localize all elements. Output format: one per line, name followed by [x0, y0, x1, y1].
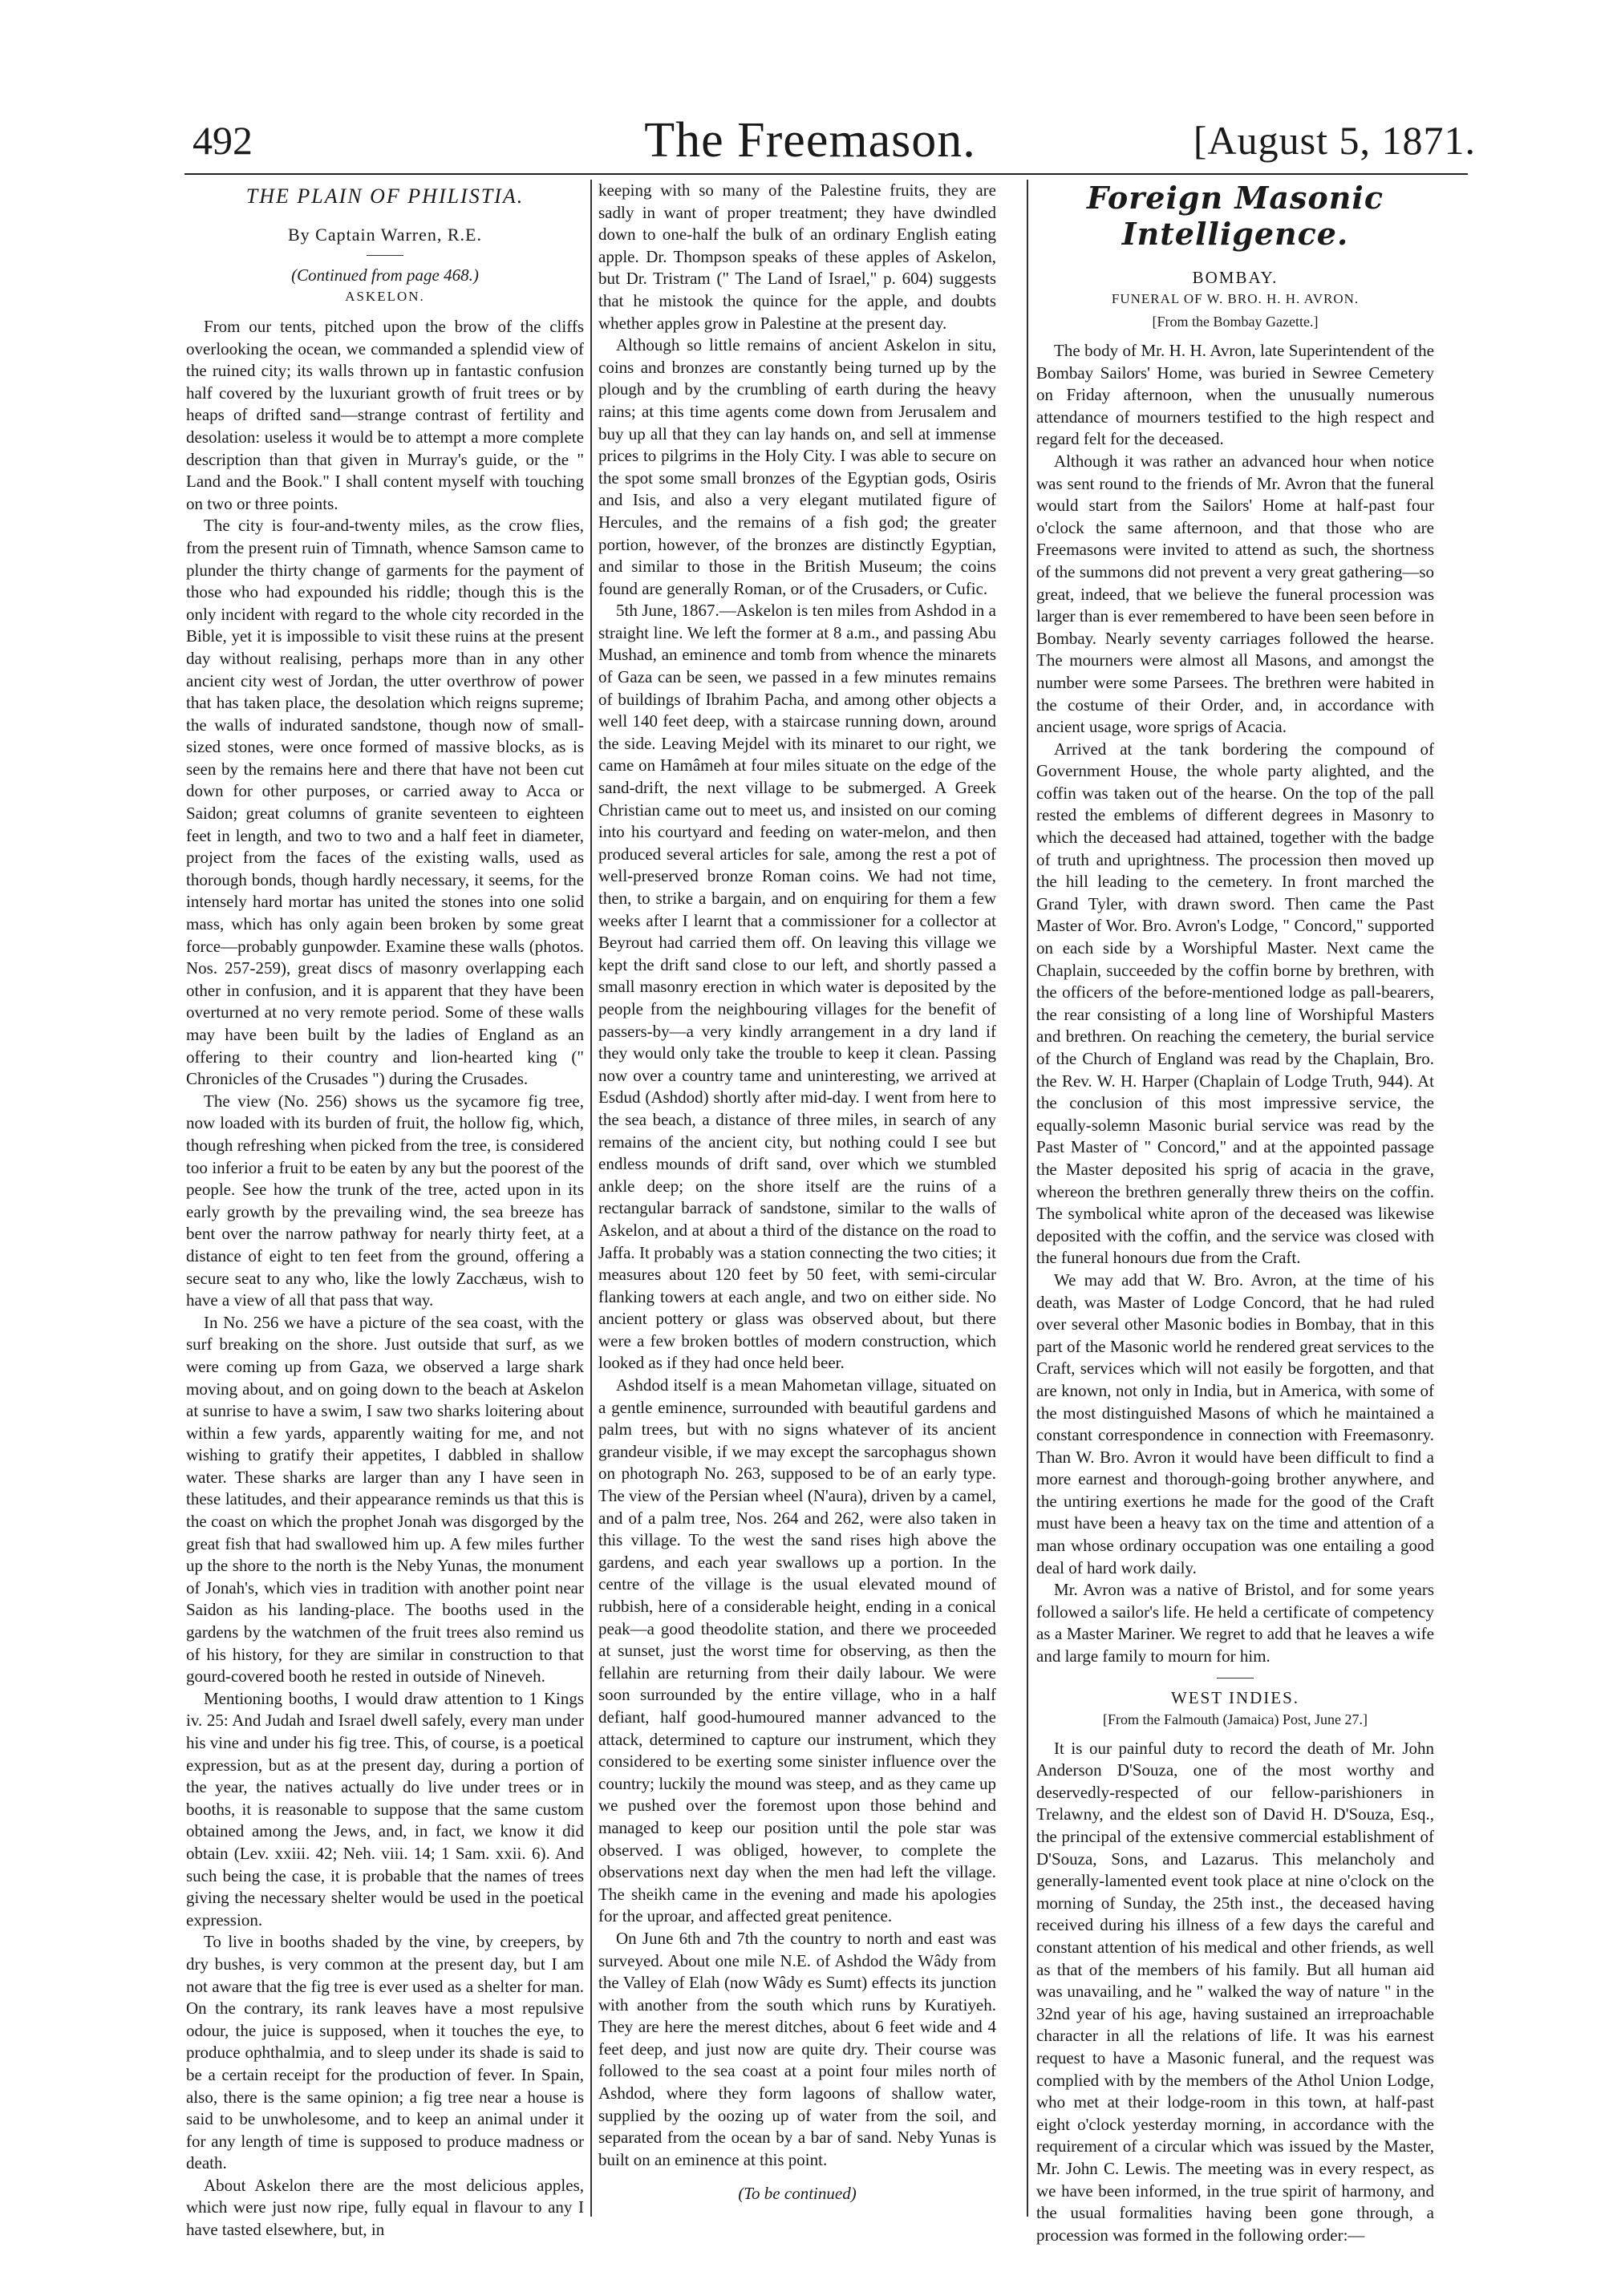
paragraph: Mentioning booths, I would draw attention to 1 Kings iv. 25: And Judah and Israel dwell safely, every man under his vine and under his fig tree. This, of course, is a poetical expression, but as at the present day, during a portion of the year, the natives actually do live under trees or in booths, it is reasonable to suppose that the same custom obtained among the Jews, and, in fact, we know it did obtain (Lev. xxiii. 42; Neh. viii. 14; 1 Sam. xxii. 6). And such being the case, it is probable that the names of trees giving the necessary shelter would be used in the poetical expression.	[186, 1688, 584, 1930]
column-divider	[1027, 180, 1028, 2217]
masthead-rule	[184, 173, 1468, 175]
masthead	[144, 112, 1476, 176]
issue-date: [August 5, 1871.	[1193, 118, 1476, 163]
paragraph: Ashdod itself is a mean Mahometan village, situated on a gentle eminence, surrounded with beautiful gardens and palm trees, but with no signs whatever of its ancient grandeur visible, if we may except the sarcophagus shown on photograph No. 263, supposed to be of an early type. The view of the Persian wheel (N'aura), driven by a camel, and of a palm tree, Nos. 264 and 262, were also taken in this village. To the west the sand rises high above the gardens, and each year swallows up a portion. In the centre of the village is the usual elevated mound of rubbish, here of a considerable height, ending in a conical peak—a good theodolite station, and there we proceeded at sunset, just the worst time for observing, as then the fellahin are returning from their daily labour. We were soon surrounded by the entire village, who in a half defiant, half good-humoured manner advanced to the attack, determined to capture our instrument, which they considered to be exerting some sinister influence over the country; luckily the mound was steep, and as they came up we pushed over the foremost upon those behind and managed to keep our position until the pole star was observed. I was obliged, however, to complete the observations next day when the men had left the village. The sheikh came in the evening and made his apologies for the uproar, and affected great penitence.	[598, 1375, 996, 1926]
paragraph: Although it was rather an advanced hour when notice was sent round to the friends of Mr. Avron that the funeral would start from the Sailors' Home at half-past four o'clock the same afternoon, and that those who are Freemasons were invited to attend as such, the shortness of the summons did not prevent a very great gathering—so great, indeed, that we believe the funeral procession was larger than is ever remembered to have been seen before in Bombay. Nearly seventy carriages followed the hearse. The mourners were almost all Masons, and amongst the number were some Parsees. The brethren were habited in the costume of their Order, and, in accordance with ancient usage, wore sprigs of Acacia.	[1036, 451, 1434, 737]
west-indies-title: WEST INDIES.	[1170, 1687, 1300, 1707]
paragraph: Although so little remains of ancient Askelon in situ, coins and bronzes are constantly being turned up by the plough and by the crumbling of earth during the heavy rains; at this time agents come down from Jerusalem and buy up all that they can lay hands on, and sell at immense prices to pilgrims in the Holy City. I was able to secure on the spot some small bronzes of the Egyptian gods, Osiris and Isis, and also a very elegant mutilated figure of Hercules, and the remains of a fish god; the greater portion, however, of the bronzes are distinctly Egyptian, and similar to those in the British Museum; the coins found are generally Roman, or of the Crusaders, or Cufic.	[598, 335, 996, 598]
divider	[367, 255, 403, 256]
bombay-title: BOMBAY.	[1192, 268, 1279, 287]
column-2	[598, 180, 996, 2204]
west-indies-source: [From the Falmouth (Jamaica) Post, June 27.]	[1103, 1711, 1368, 1727]
paragraph: The body of Mr. H. H. Avron, late Superintendent of the Bombay Sailors' Home, was buried in Sewree Cemetery on Friday afternoon, when the unusually numerous attendance of mourners testified to the high respect and regard felt for the deceased.	[1036, 341, 1434, 449]
paragraph: The city is four-and-twenty miles, as the crow flies, from the present ruin of Timnath, whence Samson came to plunder the thirty change of garments for the payment of those who had expounded his riddle; though this is the only incident with regard to the whole city recorded in the Bible, yet it is impossible to visit these ruins at the present day without realising, perhaps more than in any other ancient city west of Jordan, the utter overthrow of power that has taken place, the desolation which reigns supreme; the walls of indurated sandstone, though now of small-sized stones, were once formed of massive blocks, as is seen by the remains here and there that have not been cut down for other purposes, or carried away to Acca or Saidon; great columns of granite seventeen to eighteen feet in length, and two to two and a half feet in diameter, project from the faces of the existing walls, used as thorough bonds, though hardly necessary, it seems, for the intensely hard mortar has united the stones into one solid mass, which has only again been broken by some great force—probably gunpowder. Examine these walls (photos. Nos. 257-259), great discs of masonry overlapping each other in confusion, and it is apparent that they have been overturned at no very remote period. Some of these walls may have been built by the ladies of England as an offering to their country and lion-hearted king (" Chronicles of the Crusades ") during the Crusades.	[186, 516, 584, 1089]
column-1	[186, 180, 584, 2241]
paragraph: In No. 256 we have a picture of the sea coast, with the surf breaking on the shore. Just outside that surf, as we were coming up from Gaza, we observed a large shark moving about, and on going down to the beach at Askelon at sunrise to have a swim, I saw two sharks loitering about within a few yards, apparently waiting for me, and not wishing to gratify their appetites, I dabbled in shallow water. These sharks are larger than any I have seen in these latitudes, and their appearance reminds us that this is the coast on which the prophet Jonah was disgorged by the great fish that had swallowed him up. A few miles further up the shore to the north is the Neby Yunas, the monument of Jonah's, which vies in tradition with another point near Saidon as his landing-place. The booths used in the gardens by the watchmen of the fruit trees also remind us of his history, for they are similar in construction to that gourd-covered booth he rested in outside of Nineveh.	[186, 1312, 584, 1687]
column-3	[1036, 180, 1434, 2246]
article-subtitle: ASKELON.	[345, 289, 425, 304]
paragraph: 5th June, 1867.—Askelon is ten miles from Ashdod in a straight line. We left the former at 8 a.m., and passing Abu Mushad, an eminence and tomb from whence the minarets of Gaza can be seen, we passed in a few minutes remains of buildings of Ibrahim Pacha, and among other objects a well 140 feet deep, with a staircase running down, around the side. Leaving Mejdel with its minaret to our right, we came on Hamâmeh at four miles situate on the edge of the sand-drift, the next village to be submerged. A Greek Christian came out to meet us, and insisted on our coming into his courtyard and feeding on water-melon, and then produced several articles for sale, among the rest a pot of well-preserved bronze Roman coins. We had not time, then, to strike a bargain, and on enquiring for them a few weeks after I learnt that a commissioner for a collector at Beyrout had carried them off. On leaving this village we kept the drift sand close to our left, and shortly passed a small masonry erection in which water is deposited by the people from the neighbouring villages for the benefit of passers-by—a very kindly arrangement in a dry land if they would only take the trouble to keep it clean. Passing now over a country tame and uninteresting, we arrived at Esdud (Ashdod) shortly after mid-day. I went from here to the sea beach, a distance of three miles, in search of any remains of the ancient city, but nothing could I see but endless mounds of drift sand, over which we stumbled ankle deep; on the shore itself are the ruins of a rectangular barrack of sandstone, similar to the walls of Askelon, and at about a third of the distance on the road to Jaffa. It probably was a station connecting the two cities; it measures about 120 feet by 50 feet, with semi-circular flanking towers at each angle, and two on either side. No ancient pottery or glass was observed about, but there were a few broken bottles of modern construction, which looked as if they had once held beer.	[598, 601, 996, 1373]
paragraph: Arrived at the tank bordering the compound of Government House, the whole party alighted, and the coffin was taken out of the hearse. On the top of the pall rested the emblems of different degrees in Masonry to which the deceased had attained, together with the badge of truth and uprightness. The procession then moved up the hill leading to the cemetery. In front marched the Grand Tyler, with drawn sword. Then came the Past Master of Wor. Bro. Avron's Lodge, " Concord," supported on each side by a Worshipful Master. Next came the Chaplain, succeeded by the coffin borne by brethren, with the officers of the before-mentioned lodge as pall-bearers, the rear consisting of a long line of Worshipful Masters and brethren. On reaching the cemetery, the burial service of the Church of England was read by the Chaplain, Bro. the Rev. W. H. Harper (Chaplain of Lodge Truth, 944). At the conclusion of this most impressive service, the equally-solemn Masonic burial service was read by the Past Master of " Concord," and at the appointed passage the Master deposited his sprig of acacia in the grave, whereon the brethren generally threw theirs on the coffin. The symbolical white apron of the deceased was likewise deposited with the coffin, and the service was closed with the funeral honours due from the Craft.	[1036, 739, 1434, 1268]
article-title: THE PLAIN OF PHILISTIA.	[245, 184, 525, 208]
column-divider	[590, 180, 592, 2217]
paragraph: To live in booths shaded by the vine, by creepers, by dry bushes, is very common at the present day, but I am not aware that the fig tree is ever used as a shelter for man. On the contrary, its rank leaves have a most repulsive odour, the juice is supposed, when it touches the eye, to produce ophthalmia, and to sleep under its shade is said to be a certain receipt for the production of fever. In Spain, also, there is the same opinion; a fig tree near a house is said to be unwholesome, and to keep an animal under it for any length of time is supposed to produce madness or death.	[186, 1932, 584, 2173]
bombay-subtitle: FUNERAL OF W. BRO. H. H. AVRON.	[1111, 291, 1360, 306]
paragraph: We may add that W. Bro. Avron, at the time of his death, was Master of Lodge Concord, that he had ruled over several other Masonic bodies in Bombay, that in this part of the Masonic world he rendered great services to the Craft, services which will not easily be forgotten, and that are known, not only in India, but in America, with some of the most distinguished Masons of which he maintained a constant correspondence in connection with Freemasonry. Than W. Bro. Avron it would have been difficult to find a more earnest and thorough-going brother anywhere, and the untiring exertions he made for the good of the Craft must have been a heavy tax on the time and attention of a man whose ordinary occupation was one entailing a good deal of hard work daily.	[1036, 1269, 1434, 1577]
paragraph: About Askelon there are the most delicious apples, which were just now ripe, fully equal in flavour to any I have tasted elsewhere, but, in	[186, 2175, 584, 2240]
section-heading: Foreign Masonic Intelligence.	[1087, 180, 1384, 252]
article-byline: By Captain Warren, R.E.	[287, 225, 482, 245]
page-number: 492	[192, 118, 253, 163]
to-be-continued-note: (To be continued)	[738, 2184, 857, 2204]
paragraph: keeping with so many of the Palestine fruits, they are sadly in want of proper treatment; they have dwindled down to one-half the bulk of an ordinary English eating apple. Dr. Thompson speaks of these apples of Askelon, but Dr. Tristram (" The Land of Israel," p. 604) suggests that he mistook the quince for the apple, and doubts whether apples grow in Palestine at the present day.	[598, 180, 996, 333]
newspaper-title: The Freemason.	[644, 113, 976, 168]
paragraph: It is our painful duty to record the death of Mr. John Anderson D'Souza, one of the most worthy and deservedly-respected of our fellow-parishioners in Trelawny, and the eldest son of David H. D'Souza, Esq., the principal of the extensive commercial establishment of D'Souza, Sons, and Lazarus. This melancholy and generally-lamented event took place at nine o'clock on the morning of Sunday, the 25th inst., the deceased having received during his illness of a few days the careful and constant attention of his medical and other friends, as well as that of the members of his family. But all human aid was unavailing, and he " walked the way of nature " in the 32nd year of his age, having sustained an irreproachable character in all the relations of life. It was his earnest request to have a Masonic funeral, and the request was complied with by the members of the Athol Union Lodge, who met at their lodge-room in this town, at half-past eight o'clock yesterday morning, in accordance with the requirement of a circular which was issued by the Master, Mr. John C. Lewis. The meeting was in every respect, as we have been informed, in the true spirit of harmony, and the usual formalities having been gone through, a procession was formed in the following order:—	[1036, 1738, 1434, 2245]
paragraph: From our tents, pitched upon the brow of the cliffs overlooking the ocean, we commanded a splendid view of the ruined city; its walls thrown up in fantastic confusion half covered by the luxuriant growth of fruit trees or by heaps of drifted sand—strange contrast of fertility and desolation: useless it would be to attempt a more complete description than that given in Murray's guide, or the " Land and the Book." I shall content myself with touching on two or three points.	[186, 317, 584, 513]
paragraph: On June 6th and 7th the country to north and east was surveyed. About one mile N.E. of Ashdod the Wâdy from the Valley of Elah (now Wâdy es Sumt) effects its junction with another from the south which runs by Kuratiyeh. They are here the merest ditches, about 6 feet wide and 4 feet deep, and just now are quite dry. Their course was followed to the sea coast at a point four miles north of Ashdod, where they form lagoons of shallow water, supplied by the oozing up of water from the soil, and separated from the ocean by a bar of sand. Neby Yunas is built on an eminence at this point.	[598, 1928, 996, 2169]
paragraph: The view (No. 256) shows us the sycamore fig tree, now loaded with its burden of fruit, the hollow fig, which, though refreshing when picked from the tree, is considered too inferior a fruit to be eaten by any but the poorest of the people. See how the trunk of the tree, acted upon in its early growth by the prevailing wind, the sea breeze has bent over the narrow pathway for nearly thirty feet, at a distance of eight to ten feet from the ground, offering a secure seat to any who, like the lowly Zacchæus, wish to have a view of all that pass that way.	[186, 1091, 584, 1310]
paragraph: Mr. Avron was a native of Bristol, and for some years followed a sailor's life. He held a certificate of competency as a Master Mariner. We regret to add that he leaves a wife and large family to mourn for him.	[1036, 1580, 1434, 1666]
continued-note: (Continued from page 468.)	[291, 265, 479, 285]
bombay-source: [From the Bombay Gazette.]	[1152, 314, 1319, 330]
